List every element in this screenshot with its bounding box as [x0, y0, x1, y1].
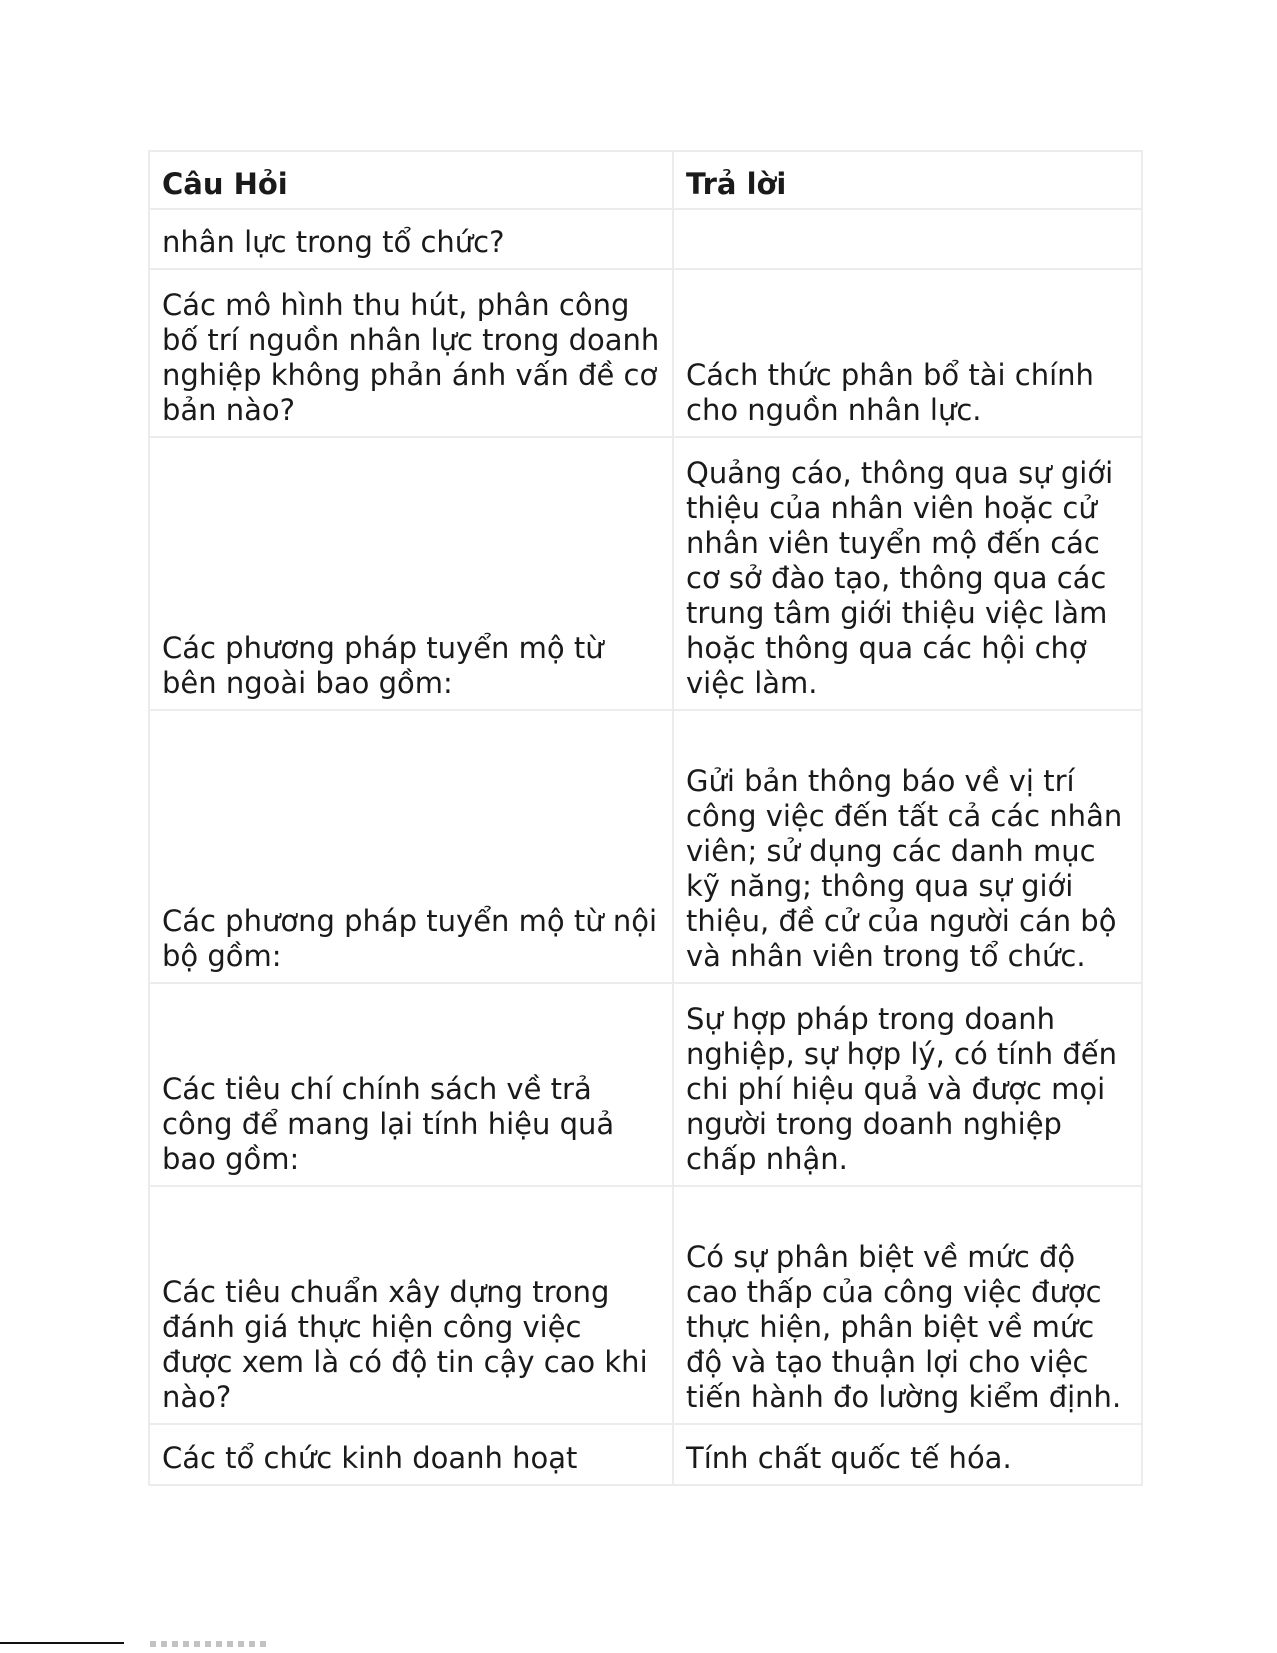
table-row — [149, 1424, 1142, 1485]
question-cell: Các tiêu chí chính sách về trả công để mang lại tính hiệu quả bao gồm: — [149, 983, 673, 1186]
answer-cell — [673, 209, 1142, 269]
answer-cell: Cách thức phân bổ tài chính cho nguồn nhân lực. — [673, 269, 1142, 437]
table-row — [149, 983, 1142, 1186]
answer-cell: Tính chất quốc tế hóa. — [673, 1424, 1142, 1485]
header-question: Câu Hỏi — [149, 151, 673, 209]
question-cell: Các phương pháp tuyển mộ từ bên ngoài bao gồm: — [149, 437, 673, 710]
answer-cell: Gửi bản thông báo về vị trí công việc đến tất cả các nhân viên; sử dụng các danh mục kỹ năng; thông qua sự giới thiệu, đề cử của người cán bộ và nhân viên trong tổ chức. — [673, 710, 1142, 983]
answer-cell: Quảng cáo, thông qua sự giới thiệu của nhân viên hoặc cử nhân viên tuyển mộ đến các cơ sở đào tạo, thông qua các trung tâm giới thiệu việc làm hoặc thông qua các hội chợ việc làm. — [673, 437, 1142, 710]
table-row — [149, 269, 1142, 437]
table-row — [149, 710, 1142, 983]
question-cell: Các tổ chức kinh doanh hoạt — [149, 1424, 673, 1485]
footnote-divider — [0, 1642, 124, 1644]
answer-cell: Sự hợp pháp trong doanh nghiệp, sự hợp lý, có tính đến chi phí hiệu quả và được mọi người trong doanh nghiệp chấp nhận. — [673, 983, 1142, 1186]
question-cell: Các mô hình thu hút, phân công bố trí nguồn nhân lực trong doanh nghiệp không phản ánh vấn đề cơ bản nào? — [149, 269, 673, 437]
question-cell: nhân lực trong tổ chức? — [149, 209, 673, 269]
question-cell: Các phương pháp tuyển mộ từ nội bộ gồm: — [149, 710, 673, 983]
qa-table — [148, 150, 1143, 1486]
table-row — [149, 209, 1142, 269]
header-row — [149, 151, 1142, 209]
header-answer: Trả lời — [673, 151, 1142, 209]
question-cell: Các tiêu chuẩn xây dựng trong đánh giá thực hiện công việc được xem là có độ tin cậy cao khi nào? — [149, 1186, 673, 1424]
footnote-text-blur — [150, 1641, 270, 1647]
answer-cell: Có sự phân biệt về mức độ cao thấp của công việc được thực hiện, phân biệt về mức độ và tạo thuận lợi cho việc tiến hành đo lường kiểm định. — [673, 1186, 1142, 1424]
table-row — [149, 1186, 1142, 1424]
table-row — [149, 437, 1142, 710]
